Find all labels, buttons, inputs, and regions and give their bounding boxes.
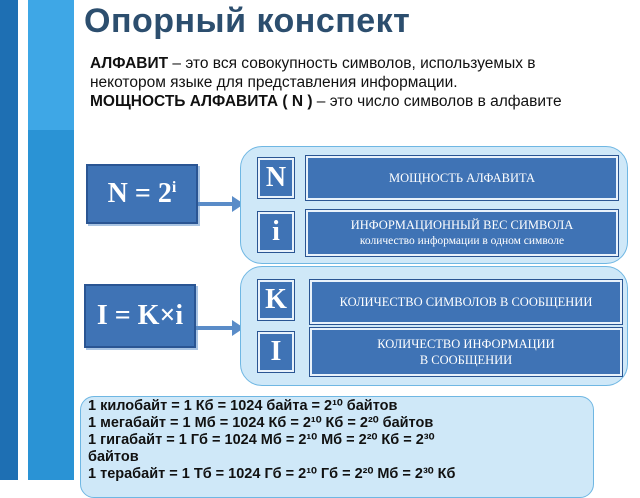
- left-stripe-light-bottom: [28, 130, 74, 480]
- conversion-line-mb: 1 мегабайт = 1 Мб = 1024 Кб = 2¹⁰ Кб = 2²⁰ байтов: [88, 415, 434, 431]
- formula-n-equals-2-pow-i: [86, 164, 198, 224]
- formula1-exponent: i: [171, 179, 177, 196]
- desc-message-info-line2: В СООБЩЕНИИ: [419, 353, 513, 367]
- symbol-i: i: [258, 212, 294, 252]
- symbol-capital-i: I: [258, 332, 294, 372]
- alphabet-power-definition: – это число символов в алфавите: [312, 93, 562, 110]
- arrow-right-icon: [194, 318, 246, 338]
- formula-i-equals-k-times-i: [84, 284, 196, 348]
- desc-message-info-line1: КОЛИЧЕСТВО ИНФОРМАЦИИ: [377, 337, 555, 351]
- symbol-k: K: [258, 280, 294, 320]
- alphabet-power-term: МОЩНОСТЬ АЛФАВИТА ( N ): [90, 93, 313, 110]
- desc-message-info: [310, 328, 622, 376]
- left-stripe-gap: [18, 0, 28, 480]
- symbol-n: N: [258, 158, 294, 198]
- desc-alphabet-power: [306, 156, 618, 200]
- desc-alphabet-power-text: МОЩНОСТЬ АЛФАВИТА: [388, 171, 536, 185]
- formula2-text: I = K×i: [96, 300, 184, 331]
- desc-symbol-count: [310, 280, 622, 324]
- conversion-line-gb: 1 гигабайт = 1 Гб = 1024 Мб = 2¹⁰ Мб = 2²⁰ Кб = 2³⁰: [88, 432, 435, 448]
- left-stripe-dark: [0, 0, 18, 480]
- arrow-right-icon: [196, 194, 246, 214]
- desc-info-weight: [306, 210, 618, 256]
- formula1-lhs: N = 2: [107, 178, 172, 209]
- conversion-line-kb: 1 килобайт = 1 Кб = 1024 байта = 2¹⁰ байтов: [88, 398, 398, 414]
- slide-title: Опорный конспект: [84, 2, 411, 40]
- definition-text: [90, 54, 610, 111]
- alphabet-definition: – это вся совокупность символов, используемых в некотором языке для представления информации.: [90, 55, 536, 91]
- desc-info-weight-line2: количество информации в одном символе: [359, 235, 565, 247]
- conversion-line-tb: 1 терабайт = 1 Тб = 1024 Гб = 2¹⁰ Гб = 2²⁰ Мб = 2³⁰ Кб: [88, 466, 456, 482]
- conversion-line-gb-cont: байтов: [88, 449, 139, 465]
- alphabet-term: АЛФАВИТ: [90, 55, 169, 72]
- left-stripe-light-top: [28, 0, 74, 130]
- desc-info-weight-line1: ИНФОРМАЦИОННЫЙ ВЕС СИМВОЛА: [350, 218, 574, 232]
- desc-symbol-count-text: КОЛИЧЕСТВО СИМВОЛОВ В СООБЩЕНИИ: [339, 295, 593, 309]
